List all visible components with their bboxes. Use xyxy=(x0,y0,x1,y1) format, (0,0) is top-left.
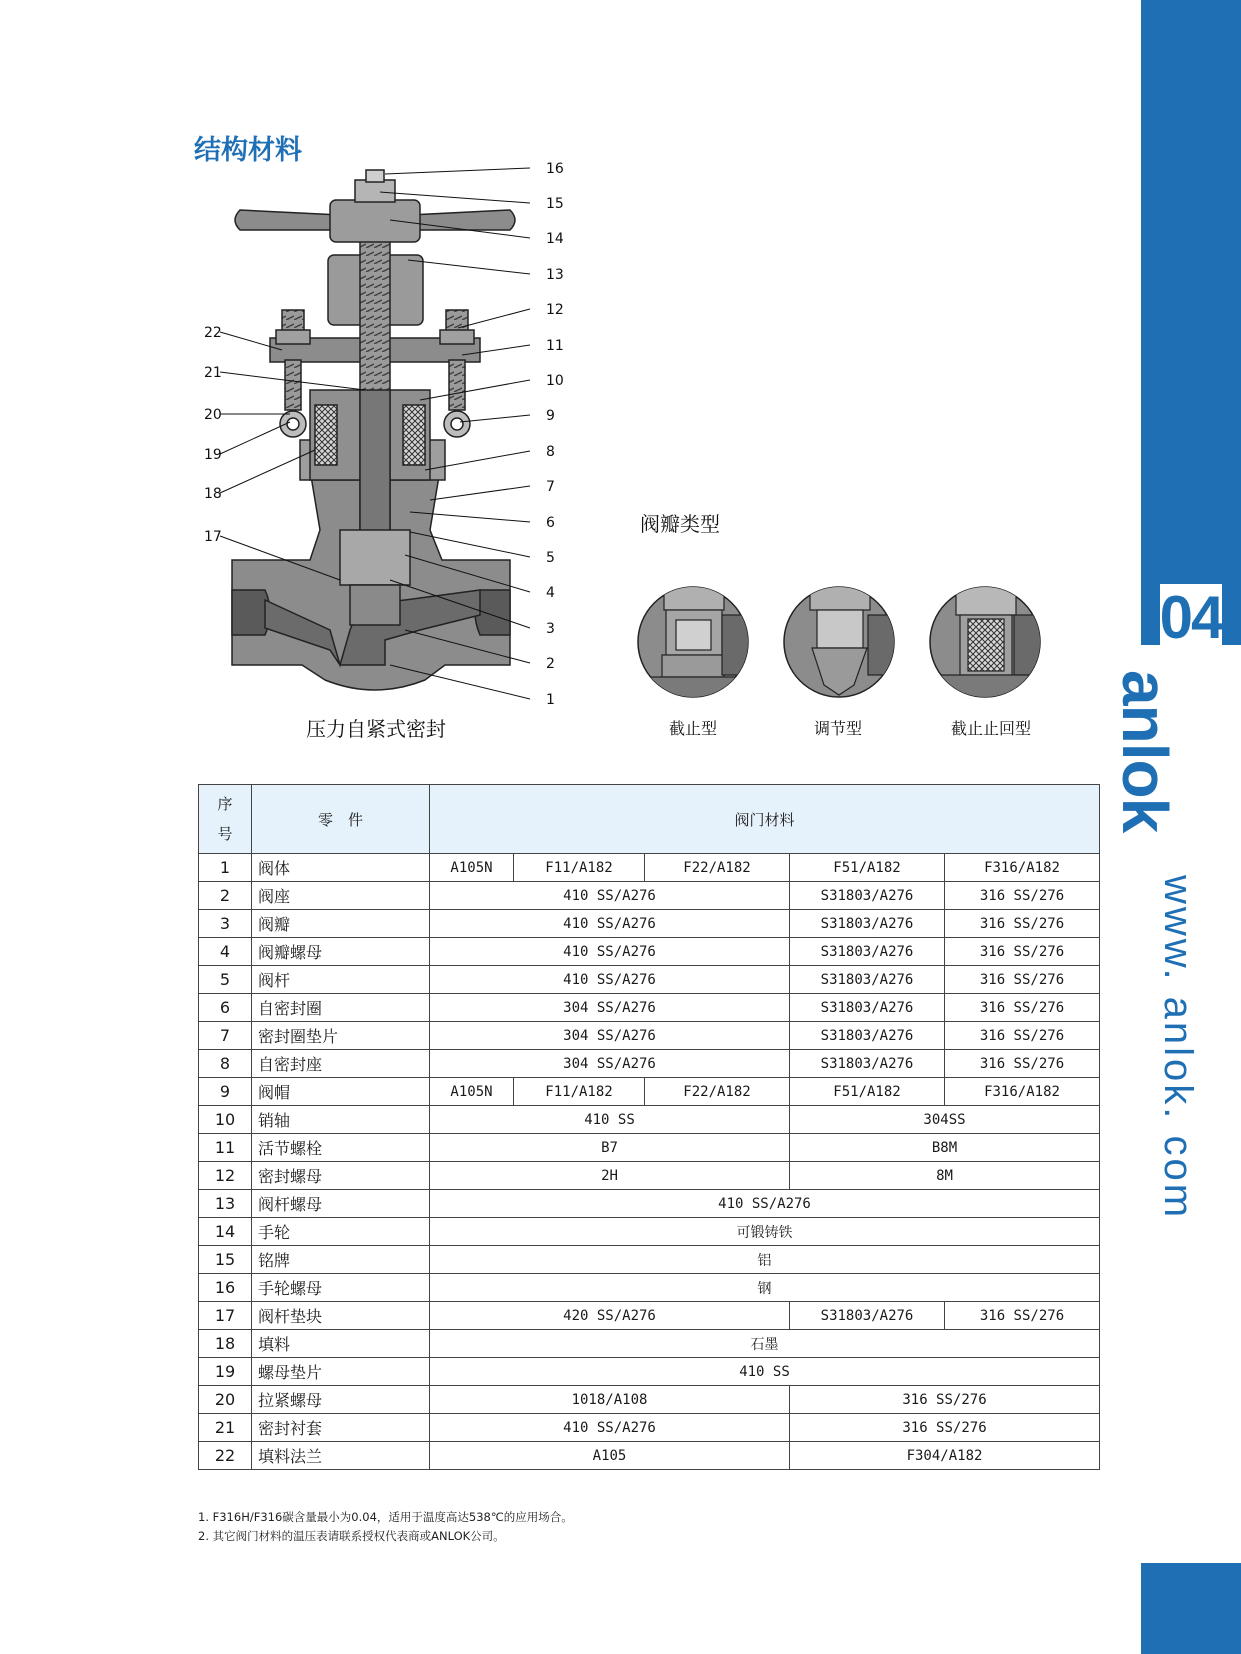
callout-1: 1 xyxy=(546,692,555,708)
material-cell: F11/A182 xyxy=(514,854,645,882)
material-cell: 316 SS/276 xyxy=(945,1022,1100,1050)
material-cell: 304 SS/A276 xyxy=(430,994,790,1022)
material-cell: 410 SS/A276 xyxy=(430,1190,1100,1218)
material-cell: 铝 xyxy=(430,1246,1100,1274)
material-cell: S31803/A276 xyxy=(790,1050,945,1078)
callout-17: 17 xyxy=(204,529,222,545)
table-row xyxy=(199,1330,1100,1358)
header-number-bottom: 号 xyxy=(217,825,233,843)
part-number: 8 xyxy=(199,1050,252,1078)
table-row xyxy=(199,1218,1100,1246)
material-cell: 316 SS/276 xyxy=(790,1414,1100,1442)
table-row xyxy=(199,882,1100,910)
callout-12: 12 xyxy=(546,302,564,318)
material-cell: 420 SS/A276 xyxy=(430,1302,790,1330)
table-row xyxy=(199,1358,1100,1386)
material-cell: S31803/A276 xyxy=(790,910,945,938)
material-cell: 316 SS/276 xyxy=(945,938,1100,966)
part-name: 拉紧螺母 xyxy=(252,1386,430,1414)
footnote-2: 2. 其它阀门材料的温压表请联系授权代表商或ANLOK公司。 xyxy=(198,1529,505,1543)
table-row xyxy=(199,966,1100,994)
material-cell: B8M xyxy=(790,1134,1100,1162)
header-material: 阀门材料 xyxy=(430,785,1100,854)
table-row xyxy=(199,1274,1100,1302)
material-cell: 410 SS/A276 xyxy=(430,966,790,994)
material-cell: A105 xyxy=(430,1442,790,1470)
material-cell: 8M xyxy=(790,1162,1100,1190)
callout-9: 9 xyxy=(546,408,555,424)
material-cell: F22/A182 xyxy=(645,1078,790,1106)
table-row xyxy=(199,1442,1100,1470)
callout-15: 15 xyxy=(546,196,564,212)
material-cell: 410 SS xyxy=(430,1358,1100,1386)
material-cell: F51/A182 xyxy=(790,854,945,882)
callout-11: 11 xyxy=(546,338,564,354)
part-number: 10 xyxy=(199,1106,252,1134)
disc-globe-image xyxy=(636,585,751,700)
part-number: 19 xyxy=(199,1358,252,1386)
material-cell: S31803/A276 xyxy=(790,966,945,994)
header-number-top: 序 xyxy=(217,795,233,813)
header-number xyxy=(199,785,252,854)
table-row xyxy=(199,1050,1100,1078)
part-name: 阀瓣螺母 xyxy=(252,938,430,966)
callout-14: 14 xyxy=(546,231,564,247)
part-name: 阀杆 xyxy=(252,966,430,994)
material-cell: 410 SS/A276 xyxy=(430,1414,790,1442)
callout-21: 21 xyxy=(204,365,222,381)
brand-logo-text: anlok xyxy=(1109,670,1181,833)
material-cell: 410 SS xyxy=(430,1106,790,1134)
table-row xyxy=(199,1078,1100,1106)
table-row xyxy=(199,1162,1100,1190)
part-number: 7 xyxy=(199,1022,252,1050)
disc-label-stop-check: 截止止回型 xyxy=(950,719,1031,738)
callout-6: 6 xyxy=(546,515,555,531)
material-cell: S31803/A276 xyxy=(790,1022,945,1050)
part-name: 阀瓣 xyxy=(252,910,430,938)
callout-4: 4 xyxy=(546,585,555,601)
valve-cross-section-diagram xyxy=(190,160,590,710)
table-row xyxy=(199,994,1100,1022)
header-part: 零 件 xyxy=(252,785,430,854)
material-cell: 304 SS/A276 xyxy=(430,1022,790,1050)
material-cell: S31803/A276 xyxy=(790,1302,945,1330)
material-cell: F11/A182 xyxy=(514,1078,645,1106)
table-row xyxy=(199,1246,1100,1274)
part-number: 9 xyxy=(199,1078,252,1106)
disc-label-throttle: 调节型 xyxy=(813,719,862,738)
material-cell: 410 SS/A276 xyxy=(430,938,790,966)
part-number: 16 xyxy=(199,1274,252,1302)
callout-13: 13 xyxy=(546,267,564,283)
part-number: 5 xyxy=(199,966,252,994)
part-name: 密封螺母 xyxy=(252,1162,430,1190)
material-cell: 316 SS/276 xyxy=(945,994,1100,1022)
disc-label-globe: 截止型 xyxy=(668,719,717,738)
part-name: 铭牌 xyxy=(252,1246,430,1274)
callout-16: 16 xyxy=(546,161,564,177)
part-name: 填料 xyxy=(252,1330,430,1358)
material-cell: 可锻铸铁 xyxy=(430,1218,1100,1246)
material-cell: 316 SS/276 xyxy=(790,1386,1100,1414)
part-name: 活节螺栓 xyxy=(252,1134,430,1162)
callout-18: 18 xyxy=(204,486,222,502)
material-cell: F316/A182 xyxy=(945,1078,1100,1106)
disc-throttle-image xyxy=(782,585,897,700)
material-cell: F51/A182 xyxy=(790,1078,945,1106)
part-name: 手轮 xyxy=(252,1218,430,1246)
part-number: 15 xyxy=(199,1246,252,1274)
part-number: 14 xyxy=(199,1218,252,1246)
part-number: 17 xyxy=(199,1302,252,1330)
part-name: 密封衬套 xyxy=(252,1414,430,1442)
material-cell: A105N xyxy=(430,1078,514,1106)
part-name: 阀杆螺母 xyxy=(252,1190,430,1218)
part-number: 12 xyxy=(199,1162,252,1190)
material-cell: 316 SS/276 xyxy=(945,910,1100,938)
material-cell: S31803/A276 xyxy=(790,994,945,1022)
part-name: 填料法兰 xyxy=(252,1442,430,1470)
material-cell: 316 SS/276 xyxy=(945,966,1100,994)
table-row xyxy=(199,910,1100,938)
material-cell: F316/A182 xyxy=(945,854,1100,882)
disc-stop-check-image xyxy=(928,585,1043,700)
material-cell: 316 SS/276 xyxy=(945,1302,1100,1330)
table-row xyxy=(199,1022,1100,1050)
callout-22: 22 xyxy=(204,325,222,341)
part-name: 螺母垫片 xyxy=(252,1358,430,1386)
page-number: 04 xyxy=(1159,584,1223,651)
section-title: 结构材料 xyxy=(194,135,302,166)
part-name: 阀帽 xyxy=(252,1078,430,1106)
table-row xyxy=(199,1414,1100,1442)
material-cell: S31803/A276 xyxy=(790,882,945,910)
part-name: 密封圈垫片 xyxy=(252,1022,430,1050)
callout-2: 2 xyxy=(546,656,555,672)
footnotes xyxy=(198,1508,573,1546)
material-cell: 钢 xyxy=(430,1274,1100,1302)
diagram-caption: 压力自紧式密封 xyxy=(306,717,446,741)
callout-10: 10 xyxy=(546,373,564,389)
part-number: 11 xyxy=(199,1134,252,1162)
material-cell: A105N xyxy=(430,854,514,882)
part-number: 22 xyxy=(199,1442,252,1470)
part-number: 20 xyxy=(199,1386,252,1414)
table-row xyxy=(199,938,1100,966)
part-name: 阀杆垫块 xyxy=(252,1302,430,1330)
material-cell: 410 SS/A276 xyxy=(430,910,790,938)
material-cell: 304 SS/A276 xyxy=(430,1050,790,1078)
callout-5: 5 xyxy=(546,550,555,566)
material-cell: S31803/A276 xyxy=(790,938,945,966)
part-number: 18 xyxy=(199,1330,252,1358)
material-cell: 1018/A108 xyxy=(430,1386,790,1414)
table-row xyxy=(199,1134,1100,1162)
material-cell: 304SS xyxy=(790,1106,1100,1134)
table-row xyxy=(199,1302,1100,1330)
table-row xyxy=(199,854,1100,882)
part-number: 4 xyxy=(199,938,252,966)
part-name: 阀座 xyxy=(252,882,430,910)
callout-8: 8 xyxy=(546,444,555,460)
part-name: 阀体 xyxy=(252,854,430,882)
material-cell: 316 SS/276 xyxy=(945,1050,1100,1078)
materials-table xyxy=(198,784,1100,1470)
table-row xyxy=(199,1190,1100,1218)
table-row xyxy=(199,1386,1100,1414)
part-number: 2 xyxy=(199,882,252,910)
part-number: 13 xyxy=(199,1190,252,1218)
material-cell: 2H xyxy=(430,1162,790,1190)
material-cell: B7 xyxy=(430,1134,790,1162)
callout-3: 3 xyxy=(546,621,555,637)
disc-types-title: 阀瓣类型 xyxy=(640,512,720,536)
material-cell: F22/A182 xyxy=(645,854,790,882)
footnote-1: 1. F316H/F316碳含量最小为0.04，适用于温度高达538℃的应用场合。 xyxy=(198,1510,573,1524)
material-cell: 410 SS/A276 xyxy=(430,882,790,910)
part-name: 自密封座 xyxy=(252,1050,430,1078)
callout-7: 7 xyxy=(546,479,555,495)
table-row xyxy=(199,1106,1100,1134)
part-number: 21 xyxy=(199,1414,252,1442)
callout-19: 19 xyxy=(204,447,222,463)
part-number: 3 xyxy=(199,910,252,938)
material-cell: 石墨 xyxy=(430,1330,1100,1358)
side-brand-band xyxy=(1141,0,1241,645)
part-name: 自密封圈 xyxy=(252,994,430,1022)
callout-20: 20 xyxy=(204,407,222,423)
part-number: 1 xyxy=(199,854,252,882)
material-cell: 316 SS/276 xyxy=(945,882,1100,910)
part-name: 销轴 xyxy=(252,1106,430,1134)
part-number: 6 xyxy=(199,994,252,1022)
table-header-row xyxy=(199,785,1100,854)
bottom-brand-band xyxy=(1141,1563,1241,1654)
website-url: www. anlok. com xyxy=(1156,875,1200,1221)
part-name: 手轮螺母 xyxy=(252,1274,430,1302)
material-cell: F304/A182 xyxy=(790,1442,1100,1470)
